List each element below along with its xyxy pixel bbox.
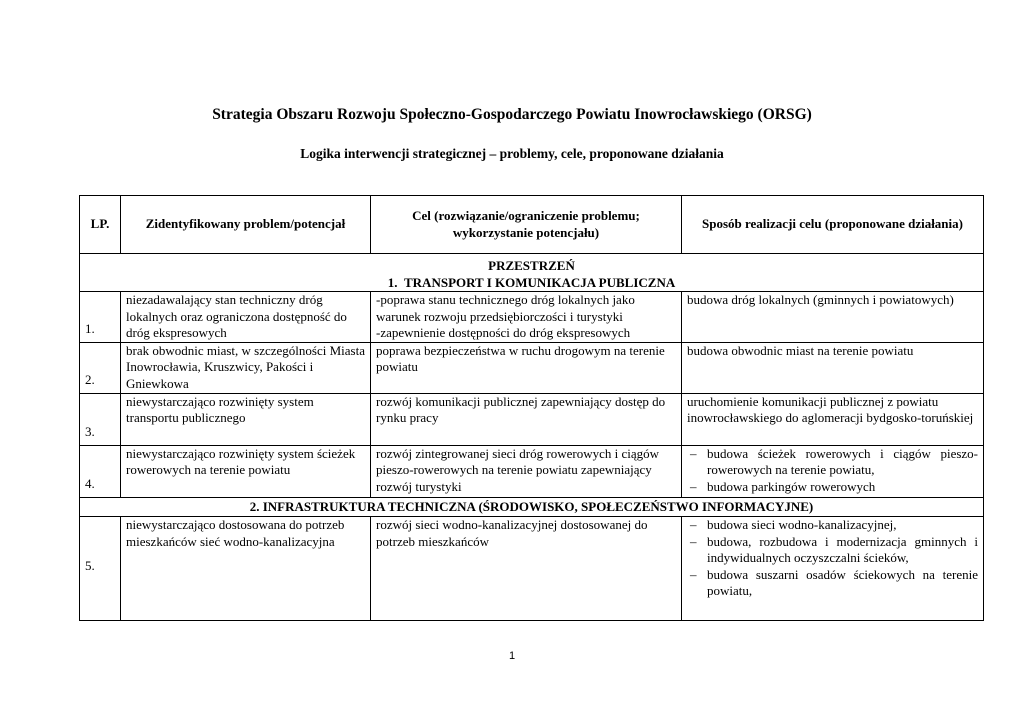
row-goal: rozwój zintegrowanej sieci dróg rowerowych i ciągów pieszo-rowerowych na terenie powiatu zapewniający rozwój turystyki xyxy=(371,445,682,497)
row-problem: brak obwodnic miast, w szczególności Miasta Inowrocławia, Kruszwicy, Pakości i Gniewkowa xyxy=(121,342,371,393)
list-item: – budowa ścieżek rowerowych i ciągów pieszo-rowerowych na terenie powiatu, xyxy=(687,446,978,479)
document-title: Strategia Obszaru Rozwoju Społeczno-Gospodarczego Powiatu Inowrocławskiego (ORSG) xyxy=(212,106,812,123)
table-row xyxy=(80,445,984,497)
table-header-row xyxy=(80,196,984,254)
row-lp: 3. xyxy=(80,393,121,445)
section-row-infrastructure xyxy=(80,497,984,517)
row-actions xyxy=(682,517,984,621)
row-problem: niezadawalający stan techniczny dróg lokalnych oraz ograniczona dostępność do dróg ekspresowych xyxy=(121,292,371,343)
list-item: – budowa parkingów rowerowych xyxy=(687,479,978,496)
row-actions xyxy=(682,445,984,497)
section-heading: 2. INFRASTRUKTURA TECHNICZNA (ŚRODOWISKO, SPOŁECZEŃSTWO INFORMACYJNE) xyxy=(80,497,984,517)
row-problem: niewystarczająco rozwinięty system transportu publicznego xyxy=(121,393,371,445)
table-row xyxy=(80,292,984,343)
header-goal: Cel (rozwiązanie/ograniczenie problemu; wykorzystanie potencjału) xyxy=(371,196,682,254)
intervention-logic-table xyxy=(79,195,984,621)
section-row-transport xyxy=(80,254,984,292)
goal-line: -zapewnienie dostępności do dróg ekspresowych xyxy=(376,325,631,340)
row-action: budowa obwodnic miast na terenie powiatu xyxy=(682,342,984,393)
row-problem: niewystarczająco rozwinięty system ścieżek rowerowych na terenie powiatu xyxy=(121,445,371,497)
row-action: budowa dróg lokalnych (gminnych i powiatowych) xyxy=(682,292,984,343)
actions-list xyxy=(687,446,978,496)
goal-line: -poprawa stanu technicznego dróg lokalnych jako warunek rozwoju przedsiębiorczości i turystyki xyxy=(376,292,635,324)
row-lp: 5. xyxy=(80,517,121,621)
table-row xyxy=(80,393,984,445)
list-item: – budowa suszarni osadów ściekowych na terenie powiatu, xyxy=(687,567,978,600)
list-item: – budowa, rozbudowa i modernizacja gminnych i indywidualnych oczyszczalni ścieków, xyxy=(687,534,978,567)
section-heading: PRZESTRZEŃ xyxy=(488,258,575,273)
row-lp: 4. xyxy=(80,445,121,497)
section-subheading: 1. TRANSPORT I KOMUNIKACJA PUBLICZNA xyxy=(387,274,676,290)
page-number: 1 xyxy=(508,650,516,662)
row-goal: rozwój komunikacji publicznej zapewniający dostęp do rynku pracy xyxy=(371,393,682,445)
row-problem: niewystarczająco dostosowana do potrzeb mieszkańców sieć wodno-kanalizacyjna xyxy=(121,517,371,621)
row-action: uruchomienie komunikacji publicznej z powiatu inowrocławskiego do aglomeracji bydgosko-toruńskiej xyxy=(682,393,984,445)
row-lp: 1. xyxy=(80,292,121,343)
header-actions: Sposób realizacji celu (proponowane działania) xyxy=(682,196,984,254)
list-item: – budowa sieci wodno-kanalizacyjnej, xyxy=(687,517,978,534)
row-lp: 2. xyxy=(80,342,121,393)
row-goal: poprawa bezpieczeństwa w ruchu drogowym na terenie powiatu xyxy=(371,342,682,393)
table-row xyxy=(80,517,984,621)
header-lp: LP. xyxy=(80,196,121,254)
document-subtitle: Logika interwencji strategicznej – problemy, cele, proponowane działania xyxy=(300,146,724,161)
header-problem: Zidentyfikowany problem/potencjał xyxy=(121,196,371,254)
row-goal xyxy=(371,292,682,343)
actions-list xyxy=(687,517,978,600)
row-goal: rozwój sieci wodno-kanalizacyjnej dostosowanej do potrzeb mieszkańców xyxy=(371,517,682,621)
table-row xyxy=(80,342,984,393)
